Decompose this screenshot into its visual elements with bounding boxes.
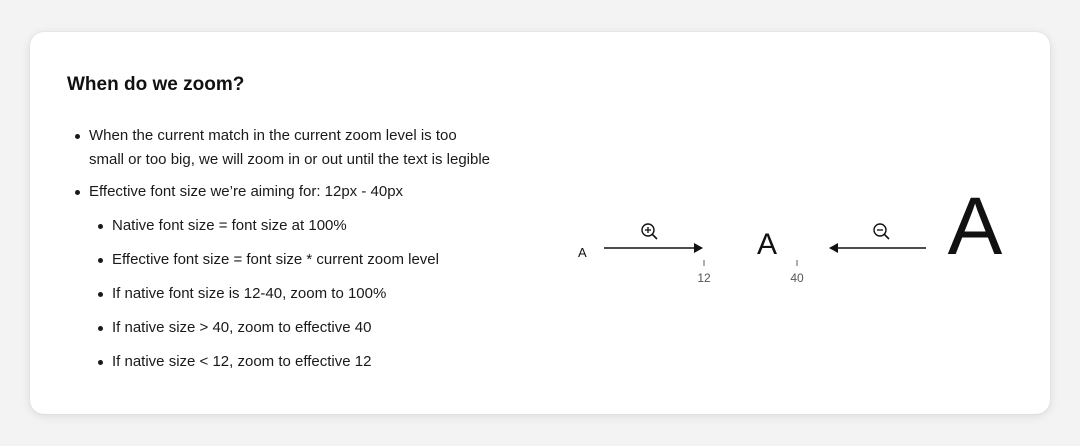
bullet-text: Native font size = font size at 100% bbox=[112, 217, 347, 234]
tick-max-label: 40 bbox=[790, 271, 804, 285]
bullet-text: If native font size is 12-40, zoom to 100% bbox=[112, 285, 387, 302]
bullet-dot bbox=[98, 326, 103, 331]
bullet-dot bbox=[75, 190, 80, 195]
bullet-text-line: small or too big, we will zoom in or out until the text is legible bbox=[89, 151, 491, 168]
small-letter: A bbox=[578, 245, 587, 260]
bullet-text: Effective font size = font size * current zoom level bbox=[112, 251, 439, 268]
bullet-dot bbox=[98, 224, 103, 229]
bullet-dot bbox=[98, 258, 103, 263]
bullet-text: If native size > 40, zoom to effective 40 bbox=[112, 319, 372, 336]
bullet-dot bbox=[98, 360, 103, 365]
mid-letter: A bbox=[756, 228, 778, 261]
bullet-text bbox=[89, 124, 539, 172]
bullet-text: Effective font size we’re aiming for: 12px - 40px bbox=[89, 183, 404, 200]
bullet-text-line: When the current match in the current zoom level is too bbox=[89, 127, 457, 144]
zoom-out-icon bbox=[874, 224, 889, 239]
bullet-dot bbox=[98, 292, 103, 297]
zoom-in-icon bbox=[642, 224, 657, 239]
slide-title: When do we zoom? bbox=[67, 74, 245, 95]
zoom-diagram bbox=[550, 162, 1020, 332]
slide-card bbox=[30, 32, 1050, 414]
bullet-text: If native size < 12, zoom to effective 12 bbox=[112, 353, 372, 370]
bullet-dot bbox=[75, 134, 80, 139]
tick-min-label: 12 bbox=[697, 271, 711, 285]
large-letter: A bbox=[947, 181, 1003, 272]
